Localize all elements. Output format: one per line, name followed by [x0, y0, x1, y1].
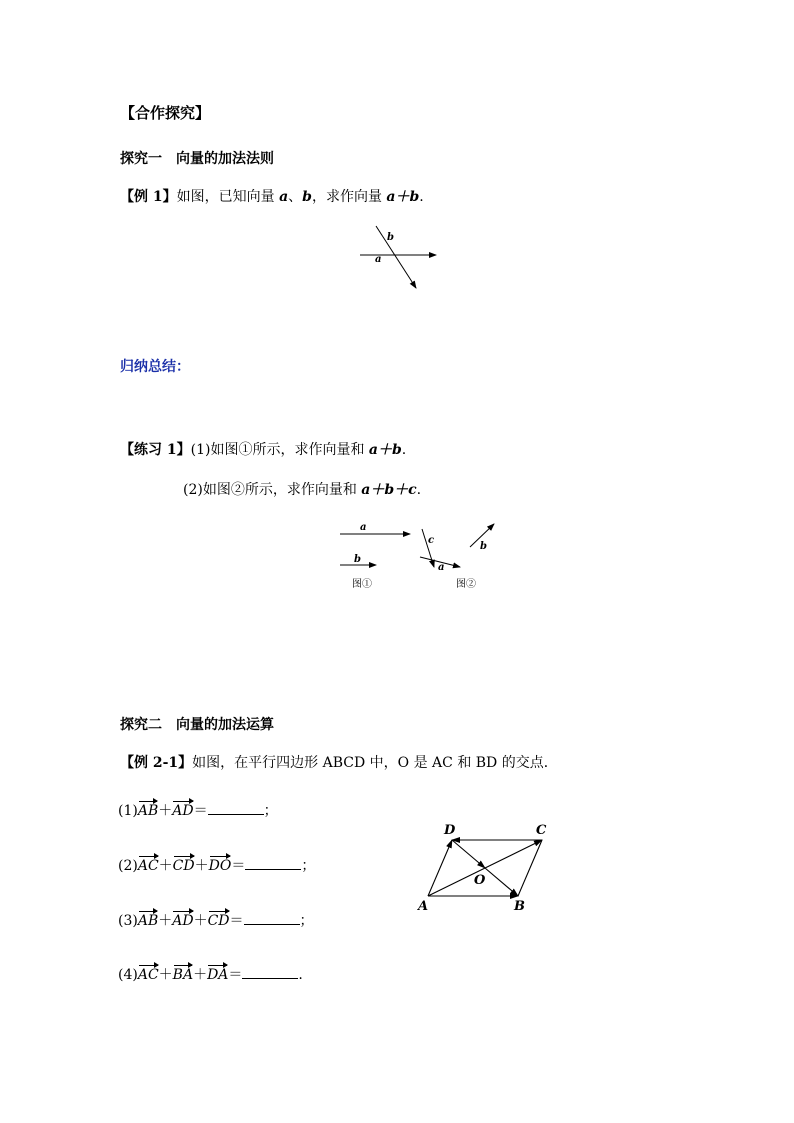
example1-text-mid: ，求作向量 [311, 189, 387, 205]
summary-label: 归纳总结： [120, 359, 190, 375]
vertex-b: B [514, 899, 525, 914]
fig1-caption: 图① [352, 579, 372, 590]
plus-sign: ＋ [158, 913, 173, 929]
vector-term: CD [172, 858, 195, 874]
vector-b-arrow [376, 226, 416, 288]
question-number: (2) [118, 858, 138, 874]
example1-end: . [419, 189, 424, 205]
question-2 [118, 855, 315, 875]
fig1-label-b: b [354, 554, 361, 565]
vertex-a: A [418, 899, 429, 914]
practice1-item2-end: . [416, 482, 422, 498]
vector-b: b [302, 189, 312, 205]
vector-term: DO [208, 858, 232, 874]
question-1 [118, 800, 278, 820]
equals-sign: ＝ [193, 803, 208, 819]
practice1-figures [330, 515, 510, 595]
answer-blank[interactable] [208, 802, 264, 815]
answer-blank[interactable] [244, 912, 300, 925]
practice1-item2 [183, 479, 421, 499]
vector-term: AD [172, 913, 194, 929]
segment-ob [485, 868, 518, 896]
example1-sep: 、 [288, 189, 303, 205]
vector-term: DA [207, 967, 229, 983]
question-end: ； [263, 803, 278, 819]
vector-term: AC [137, 967, 159, 983]
practice1-item1 [120, 439, 406, 459]
label-a: a [375, 254, 382, 265]
vector-term: AB [137, 913, 159, 929]
question-number: (1) [118, 803, 138, 819]
vector-term: AC [137, 858, 159, 874]
vector-term: AD [172, 803, 194, 819]
vector-term: CD [207, 913, 230, 929]
practice1-item1-prefix: (1)如图①所示，求作向量和 [190, 442, 369, 458]
practice1-item1-expr: a＋b [368, 442, 402, 458]
question-3 [118, 910, 314, 930]
example21-text: 如图，在平行四边形 ABCD 中，O 是 AC 和 BD 的交点． [192, 755, 558, 771]
plus-sign: ＋ [194, 858, 209, 874]
edge-bc [518, 840, 542, 896]
segment-do [452, 840, 485, 868]
vector-term: BA [172, 967, 194, 983]
example1-figure [350, 220, 450, 295]
answer-blank[interactable] [242, 966, 298, 979]
vector-term: AB [137, 803, 159, 819]
question-end: ； [299, 913, 314, 929]
example21 [120, 752, 558, 772]
plus-sign: ＋ [158, 858, 173, 874]
example1-label: 【例 1】 [120, 189, 177, 205]
question-4 [118, 964, 303, 984]
parallelogram-figure [410, 818, 560, 918]
plus-sign: ＋ [158, 967, 173, 983]
question-end: ； [301, 858, 316, 874]
example1-text-prefix: 如图，已知向量 [176, 189, 280, 205]
answer-blank[interactable] [245, 857, 301, 870]
question-end: . [298, 967, 303, 983]
practice1-item1-end: . [401, 442, 407, 458]
example21-label: 【例 2-1】 [120, 755, 193, 771]
explore2-title: 探究二 向量的加法运算 [120, 717, 274, 733]
fig2-label-b: b [480, 541, 487, 552]
vector-a: a [279, 189, 289, 205]
example1 [120, 186, 424, 206]
practice1-item2-prefix: (2)如图②所示，求作向量和 [183, 482, 362, 498]
plus-sign: ＋ [193, 913, 208, 929]
example1-expr: a＋b [386, 189, 420, 205]
equals-sign: ＝ [228, 967, 243, 983]
question-number: (3) [118, 913, 138, 929]
equals-sign: ＝ [231, 858, 246, 874]
plus-sign: ＋ [193, 967, 208, 983]
fig2-label-a: a [438, 562, 445, 573]
fig1-label-a: a [360, 522, 367, 533]
vertex-c: C [536, 823, 547, 838]
question-number: (4) [118, 967, 138, 983]
plus-sign: ＋ [158, 803, 173, 819]
equals-sign: ＝ [229, 913, 244, 929]
practice1-item2-expr: a＋b＋c [361, 482, 417, 498]
section-title: 【合作探究】 [120, 104, 211, 122]
fig2-label-c: c [428, 535, 435, 546]
label-b: b [387, 232, 394, 243]
fig2-caption: 图② [456, 579, 476, 590]
edge-ad [428, 840, 452, 896]
point-o: O [474, 873, 486, 888]
explore1-title: 探究一 向量的加法法则 [120, 151, 274, 167]
vertex-d: D [444, 823, 456, 838]
practice1-label: 【练习 1】 [120, 442, 191, 458]
